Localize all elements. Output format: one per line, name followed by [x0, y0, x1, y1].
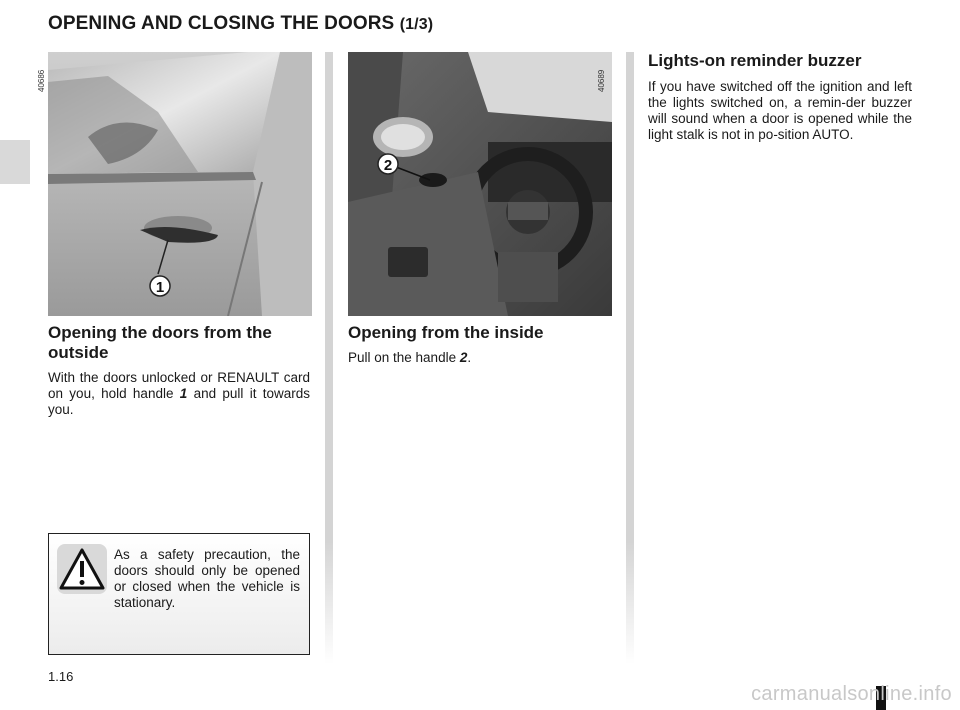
handle-ref-2: 2 — [459, 350, 468, 365]
handle-ref-1: 1 — [179, 386, 188, 401]
text-opening-from-outside: With the doors unlocked or RENAULT card on you, hold handle 1 and pull it towards you. — [48, 370, 310, 417]
callout-1: 1 — [155, 279, 165, 296]
page-part-indicator: (1/3) — [399, 16, 434, 33]
photo-ref-code-left: 40686 — [37, 69, 46, 92]
chapter-tab — [0, 140, 30, 184]
safety-warning-text: As a safety precaution, the doors should only be opened or closed when the vehicle is stationary. — [114, 547, 300, 610]
column-divider-right — [626, 52, 634, 664]
warning-triangle-icon — [57, 544, 107, 594]
safety-warning-box — [48, 533, 310, 655]
watermark: carmanualsonline.info — [751, 683, 952, 705]
page-title: OPENING AND CLOSING THE DOORS (1/3) — [48, 13, 434, 34]
heading-opening-from-inside: Opening from the inside — [348, 323, 544, 342]
page-number: 1.16 — [48, 669, 74, 684]
text-opening-from-inside: Pull on the handle 2. — [348, 350, 472, 365]
text-lights-on-reminder: If you have switched off the ignition and left the lights switched on, a remin-der buzzer will sound when a door is opened while the light stalk is not in po-sition AUTO. — [648, 79, 912, 142]
callout-2: 2 — [383, 157, 393, 174]
heading-opening-from-outside: Opening the doors from the outside — [48, 323, 272, 362]
photo-exterior-door-handle — [48, 52, 312, 316]
heading-lights-on-reminder: Lights-on reminder buzzer — [648, 51, 862, 70]
column-divider-left — [325, 52, 333, 664]
photo-ref-code-middle: 40689 — [597, 69, 606, 92]
photo-interior-door-handle — [348, 52, 612, 316]
